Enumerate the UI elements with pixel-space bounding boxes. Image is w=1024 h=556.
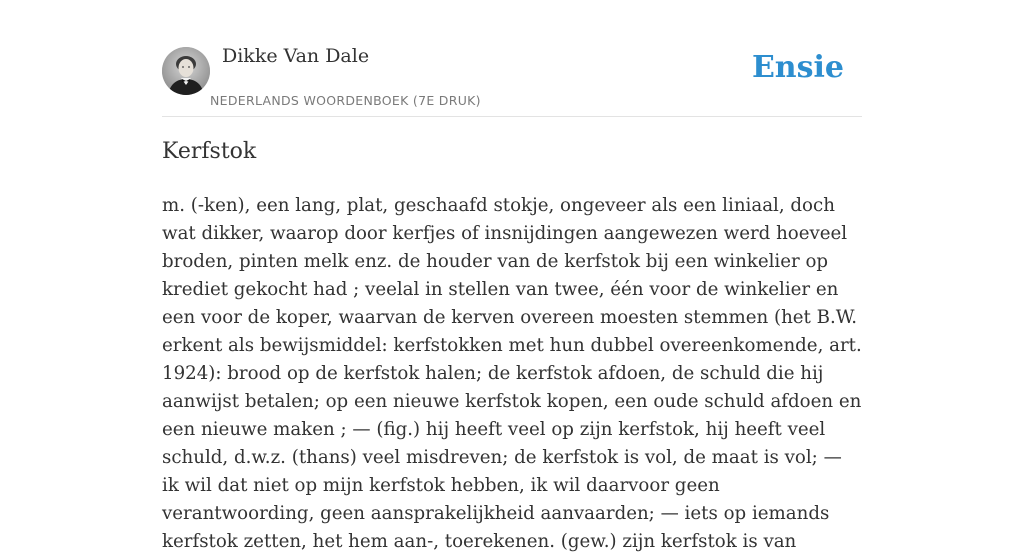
- entry-card: [162, 0, 862, 552]
- author-name[interactable]: Dikke Van Dale: [222, 45, 370, 67]
- entry-header: [162, 0, 862, 117]
- entry-title: Kerfstok: [162, 139, 257, 164]
- portrait-avatar-icon: [162, 47, 210, 95]
- dictionary-source[interactable]: NEDERLANDS WOORDENBOEK (7E DRUK): [210, 93, 481, 108]
- author-avatar[interactable]: [162, 47, 210, 95]
- ensie-logo[interactable]: Ensie: [751, 50, 844, 85]
- entry-definition: m. (-ken), een lang, plat, geschaafd stokje, ongeveer als een liniaal, doch wat dikker, waarop door kerfjes of insnijdingen aangewezen werd hoeveel broden, pinten melk enz. de houder van de kerfstok bij een winkelier op krediet gekocht had ; veelal in stellen van twee, één voor de winkelier en een voor de koper, waarvan de kerven overeen moesten stemmen (het B.W. erkent als bewijsmiddel: kerfstokken met hun dubbel overeenkomende, art. 1924): brood op de kerfstok halen; de kerfstok afdoen, de schuld die hij aanwijst betalen; op een nieuwe kerfstok kopen, een oude schuld afdoen en een nieuwe maken ; — (fig.) hij heeft veel op zijn kerfstok, hij heeft veel schuld, d.w.z. (thans) veel misdreven; de kerfstok is vol, de maat is vol; — ik wil dat niet op mijn kerfstok hebben, ik wil daarvoor geen verantwoording, geen aansprakelijkheid aanvaarden; — iets op iemands kerfstok zetten, het hem aan-, toerekenen. (gew.) zijn kerfstok is van: [162, 195, 862, 552]
